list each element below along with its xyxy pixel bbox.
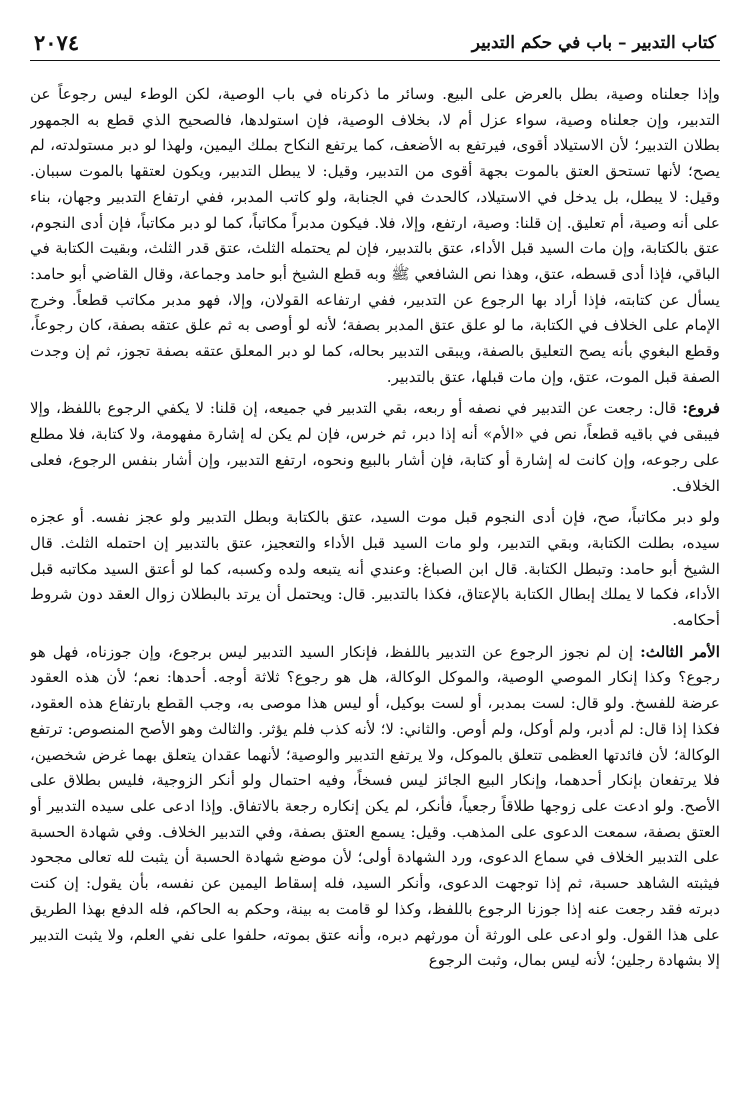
paragraph-text: وإذا جعلناه وصية، بطل بالعرض على البيع. وسائر ما ذكرناه في باب الوصية، لكن الوطء ليس رجوعاً عن التدبير، وإن جعلناه وصية، سواء عزل أم لا، بخلاف الوصية، فإن استولدها، فالصحيح الذي قطع به الجمهور بطلان التدبير؛ لأن الاستيلاد أقوى، فيرتفع به الأضعف، كما يرتفع النكاح بملك اليمين، ولهذا لو دبر مستولدته، لم يصح؛ لأنها تستحق العتق بالموت بجهة أقوى من التدبير، وقيل: لا يبطل التدبير، ويكون لعتقها بالموت سببان. وقيل: لا يبطل، بل يدخل في الاستيلاد، كالحدث في الجنابة، ولو كاتب المدبر، ففي ارتفاع التدبير وجهان، بناء على أنه وصية، أم تعليق. إن قلنا: وصية، ارتفع، وإلا، فلا. فيكون مدبراً مكاتباً، كما لو دبر مكاتباً، فإن أدى النجوم، عتق بالكتابة، وإن مات السيد قبل الأداء، عتق بالتدبير، فإن لم يحتمله الثلث، عتق قدر الثلث، وبقيت الكتابة في الباقي، فإذا أدى قسطه، عتق، وهذا نص الشافعي ﷺ وبه قطع الشيخ أبو حامد وجماعة، وقال القاضي أبو حامد: يسأل عن كتابته، فإذا أراد بها الرجوع عن التدبير، ففي ارتفاعه القولان، وإلا، فهو مدبر مكاتب قطعاً. وخرج الإمام على الخلاف في الكتابة، ما لو علق عتق المدبر بصفة؛ لأنه لو أوصى به ثم علق عتقه بصفة، كان رجوعاً، وقطع البغوي بأنه يصح التعليق بالصفة، ويبقى التدبير بحاله، كما لو دبر المعلق عتقه بصفة تجوز، ثم إن وجدت الصفة قبل الموت، عتق، وإن مات قبلها، عتق بالتدبير. — [30, 85, 720, 386]
paragraph-4 — [30, 640, 720, 974]
paragraph-heading-furu: فروع: — [682, 399, 720, 418]
paragraph-heading-third-matter: الأمر الثالث: — [640, 642, 720, 661]
paragraph-text: ولو دبر مكاتباً، صح، فإن أدى النجوم قبل موت السيد، عتق بالكتابة وبطل التدبير ولو عجز نفسه. أو عجزه سيده، بطلت الكتابة، وبقي التدبير، ولو مات السيد قبل الأداء والتعجيز، عتق بالتدبير إن احتمله الثلث. قال الشيخ أبو حامد: وتبطل الكتابة. قال ابن الصباغ: وعندي أنه يتبعه ولده وكسبه، كما لو أعتق السيد مكاتبه قبل الأداء، فكما لا يملك إبطال الكتابة بالإعتاق، فكذا بالتدبير. قال: ويحتمل أن يرتد بالبطلان زوال العقد دون شروط أحكامه. — [30, 508, 720, 630]
paragraph-3 — [30, 505, 720, 634]
paragraph-text: قال: رجعت عن التدبير في نصفه أو ربعه، بقي التدبير في جميعه، إن قلنا: لا يكفي الرجوع باللفظ، وإلا فيبقى في باقيه قطعاً، نص في «الأم» أنه إذا دبر، ثم خرس، فإن لم يكن له إشارة مفهومة، ولا كتابة، فلا مطلع على رجوعه، وإن كانت له إشارة أو كتابة، فإن أشار بالبيع ونحوه، ارتفع التدبير، وإن أشار بنفس الرجوع، فعلى الخلاف. — [30, 399, 720, 495]
page-body — [30, 82, 720, 1090]
page-header — [30, 30, 720, 61]
paragraph-1 — [30, 82, 720, 390]
running-title: كتاب التدبير – باب في حكم التدبير — [471, 33, 716, 53]
page-number: ٢٠٧٤ — [34, 30, 80, 55]
paragraph-2 — [30, 396, 720, 499]
paragraph-text: إن لم نجوز الرجوع عن التدبير باللفظ، فإنكار السيد التدبير ليس برجوع، وإن جوزناه، فهل هو رجوع؟ وكذا إنكار الموصي الوصية، والموكل الوكالة، هل هو رجوع؟ ثلاثة أوجه. أحدها: نعم؛ لأن هذه العقود عرضة للفسخ. ولو قال: لست بمدبر، أو لست بوكيل، أو ليس هذا موصى به، وجب القطع بارتفاع هذه العقود، فكذا إذا قال: لم أدبر، ولم أوكل، ولم أوص. والثاني: لا؛ لأنه كذب فلم يؤثر. والثالث وهو الأصح المنصوص: ترتفع الوكالة؛ لأن فائدتها العظمى تتعلق بالموكل، ولا يرتفع التدبير والوصية؛ لأنهما عقدان يتعلق بهما غرض شخصين، فلا يرتفعان بإنكار أحدهما، وإنكار البيع الجائز ليس فسخاً، وفيه احتمال ولو أنكر الزوجية، فليس بطلاق على الأصح. ولو ادعت على زوجها طلاقاً رجعياً، فأنكر، لم يكن إنكاره رجعة بالاتفاق. وإذا ادعى على سيده التدبير أو العتق بصفة، سمعت الدعوى على المذهب. وقيل: يسمع العتق بصفة، وفي التدبير الخلاف. وفي شهادة الحسبة على التدبير الخلاف في سماع الدعوى، ورد الشهادة أولى؛ لأن موضع شهادة الحسبة أن يثبت لله تعالى مجحود فيثبته الشاهد حسبة، ثم إذا توجهت الدعوى، وأنكر السيد، فله إسقاط اليمين عن نفسه، بأن يقول: إن كنت دبرته فقد رجعت عنه إذا جوزنا الرجوع باللفظ، وكذا لو قامت به بينة، وحكم به الحاكم، فله الدفع بهذا الطريق على هذا القول. ولو ادعى على الورثة أن مورثهم دبره، وأنه عتق بموته، حلفوا على نفي العلم، ولا يثبت التدبير إلا بشهادة رجلين؛ لأنه ليس بمال، وثبت الرجوع — [30, 642, 720, 970]
